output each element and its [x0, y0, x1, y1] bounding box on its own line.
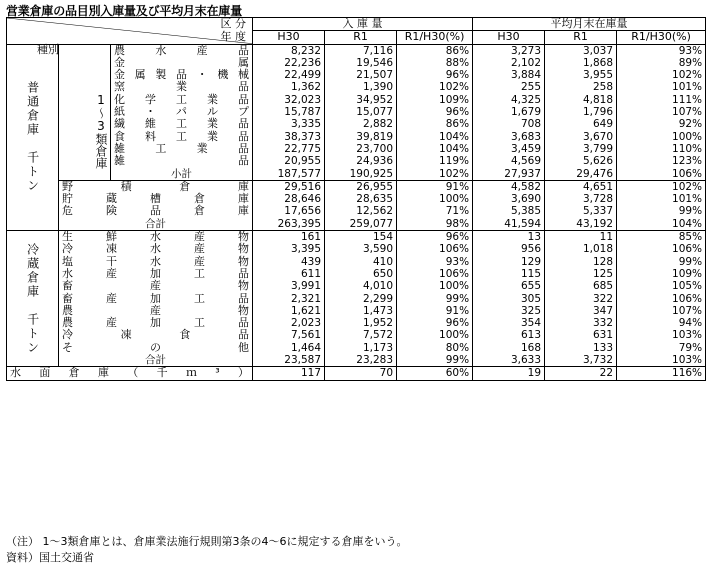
row-label — [111, 155, 253, 167]
value-cell: 26,955 — [325, 180, 397, 193]
value-cell: 86% — [397, 44, 473, 57]
table-row — [7, 280, 706, 292]
value-cell: 98% — [397, 218, 473, 231]
value-cell: 5,626 — [545, 155, 617, 167]
value-cell: 4,818 — [545, 94, 617, 106]
value-cell: 23,283 — [325, 354, 397, 367]
value-cell: 5,385 — [473, 205, 545, 217]
table-row — [7, 69, 706, 81]
table-row — [7, 342, 706, 354]
value-cell: 119% — [397, 155, 473, 167]
value-cell: 2,321 — [253, 293, 325, 305]
table-row — [7, 106, 706, 118]
total-row — [7, 218, 706, 231]
col-header: H30 — [253, 31, 325, 44]
table-row — [7, 94, 706, 106]
value-cell: 93% — [617, 44, 706, 57]
value-cell: 263,395 — [253, 218, 325, 231]
value-cell: 21,507 — [325, 69, 397, 81]
value-cell: 12,562 — [325, 205, 397, 217]
value-cell: 1,952 — [325, 317, 397, 329]
value-cell: 3,728 — [545, 193, 617, 205]
value-cell: 3,670 — [545, 131, 617, 143]
value-cell: 3,335 — [253, 118, 325, 130]
value-cell: 34,952 — [325, 94, 397, 106]
value-cell: 38,373 — [253, 131, 325, 143]
row-label — [111, 168, 253, 181]
row-label-text: 小計 — [171, 167, 192, 180]
table-row — [7, 131, 706, 143]
value-cell: 22,775 — [253, 143, 325, 155]
row-label-text: 食料工業品 — [114, 129, 250, 143]
row-label-text: 冷凍水産物 — [62, 242, 250, 256]
value-cell: 4,325 — [473, 94, 545, 106]
value-cell: 3,683 — [473, 131, 545, 143]
value-cell: 110% — [617, 143, 706, 155]
row-label-text: 水産加工品 — [62, 266, 250, 280]
table-row — [7, 118, 706, 130]
value-cell: 133 — [545, 342, 617, 354]
value-cell: 15,787 — [253, 106, 325, 118]
value-cell: 100% — [397, 329, 473, 341]
table-title: 営業倉庫の品目別入庫量及び平均月末在庫量 — [6, 4, 243, 18]
zaiko-header: 平均月末在庫量 — [473, 18, 706, 31]
value-cell: 103% — [617, 354, 706, 367]
table-row — [7, 155, 706, 167]
value-cell: 650 — [325, 268, 397, 280]
value-cell: 1,362 — [253, 81, 325, 93]
value-cell: 88% — [397, 57, 473, 69]
row-label — [111, 118, 253, 130]
value-cell: 3,732 — [545, 354, 617, 367]
value-cell: 102% — [397, 81, 473, 93]
value-cell: 79% — [617, 342, 706, 354]
value-cell: 1,173 — [325, 342, 397, 354]
row-label-text: 野積倉庫 — [62, 179, 250, 193]
value-cell: 94% — [617, 317, 706, 329]
value-cell: 102% — [617, 180, 706, 193]
value-cell: 96% — [397, 106, 473, 118]
col-header: R1/H30(%) — [397, 31, 473, 44]
value-cell: 106% — [617, 293, 706, 305]
value-cell: 117 — [253, 367, 325, 380]
value-cell: 259,077 — [325, 218, 397, 231]
corner-diagonal — [7, 18, 252, 44]
value-cell: 325 — [473, 305, 545, 317]
value-cell: 187,577 — [253, 168, 325, 181]
group-label-futsu: 普通倉庫 千トン — [7, 44, 59, 230]
footnote: （注） 1〜3類倉庫とは、倉庫業法施行規則第3条の4〜6に規定する倉庫をいう。 — [6, 535, 408, 548]
value-cell: 7,572 — [325, 329, 397, 341]
kubun-label: 区 分 — [220, 17, 247, 30]
row-label-text: 冷凍食品 — [62, 328, 250, 342]
row-label-text: 窯業品 — [114, 80, 250, 94]
value-cell: 258 — [545, 81, 617, 93]
row-label-text: 金属製品・機械 — [114, 68, 250, 82]
value-cell: 19,546 — [325, 57, 397, 69]
value-cell: 631 — [545, 329, 617, 341]
table-row — [7, 293, 706, 305]
value-cell: 3,955 — [545, 69, 617, 81]
value-cell: 123% — [617, 155, 706, 167]
value-cell: 93% — [397, 256, 473, 268]
value-cell: 99% — [397, 293, 473, 305]
value-cell: 71% — [397, 205, 473, 217]
row-label — [59, 218, 253, 231]
value-cell: 128 — [545, 256, 617, 268]
row-label-text: 農水産品 — [114, 43, 250, 57]
value-cell: 29,476 — [545, 168, 617, 181]
value-cell: 154 — [325, 231, 397, 244]
shubetsu-label: 種別 — [37, 43, 59, 56]
row-label — [59, 354, 253, 367]
value-cell: 3,690 — [473, 193, 545, 205]
row-label — [59, 342, 253, 354]
value-cell: 85% — [617, 231, 706, 244]
table-row — [7, 81, 706, 93]
row-label — [59, 329, 253, 341]
value-cell: 305 — [473, 293, 545, 305]
value-cell: 2,882 — [325, 118, 397, 130]
value-cell: 611 — [253, 268, 325, 280]
value-cell: 4,569 — [473, 155, 545, 167]
value-cell: 5,337 — [545, 205, 617, 217]
group-label-reizo: 冷蔵倉庫 千トン — [7, 231, 59, 367]
value-cell: 91% — [397, 180, 473, 193]
value-cell: 80% — [397, 342, 473, 354]
value-cell: 2,299 — [325, 293, 397, 305]
row-label-text: 畜産物 — [62, 279, 250, 293]
row-label-text: 合計 — [145, 354, 166, 367]
value-cell: 1,018 — [545, 243, 617, 255]
value-cell: 107% — [617, 305, 706, 317]
value-cell: 3,884 — [473, 69, 545, 81]
value-cell: 708 — [473, 118, 545, 130]
value-cell: 439 — [253, 256, 325, 268]
value-cell: 168 — [473, 342, 545, 354]
value-cell: 3,991 — [253, 280, 325, 292]
row-label-text: 生鮮水産物 — [62, 230, 250, 244]
table-row — [7, 329, 706, 341]
value-cell: 43,192 — [545, 218, 617, 231]
value-cell: 3,395 — [253, 243, 325, 255]
value-cell: 255 — [473, 81, 545, 93]
value-cell: 116% — [617, 367, 706, 380]
value-cell: 1,796 — [545, 106, 617, 118]
value-cell: 106% — [397, 243, 473, 255]
value-cell: 161 — [253, 231, 325, 244]
value-cell: 13 — [473, 231, 545, 244]
value-cell: 20,955 — [253, 155, 325, 167]
value-cell: 3,799 — [545, 143, 617, 155]
value-cell: 125 — [545, 268, 617, 280]
value-cell: 28,635 — [325, 193, 397, 205]
value-cell: 1,621 — [253, 305, 325, 317]
value-cell: 7,116 — [325, 44, 397, 57]
value-cell: 8,232 — [253, 44, 325, 57]
col-header: R1/H30(%) — [617, 31, 706, 44]
row-label-text: 化学工業品 — [114, 92, 250, 106]
nyuko-header: 入 庫 量 — [253, 18, 473, 31]
col-header: R1 — [545, 31, 617, 44]
value-cell: 99% — [617, 205, 706, 217]
row-label-text: 合計 — [145, 217, 166, 230]
total-row — [7, 354, 706, 367]
warehouse-table — [6, 17, 706, 381]
value-cell: 2,102 — [473, 57, 545, 69]
value-cell: 106% — [397, 268, 473, 280]
value-cell: 3,037 — [545, 44, 617, 57]
value-cell: 23,587 — [253, 354, 325, 367]
value-cell: 23,700 — [325, 143, 397, 155]
row-label — [111, 81, 253, 93]
value-cell: 1,464 — [253, 342, 325, 354]
value-cell: 24,936 — [325, 155, 397, 167]
value-cell: 4,582 — [473, 180, 545, 193]
header-row-1 — [7, 18, 706, 31]
value-cell: 655 — [473, 280, 545, 292]
value-cell: 3,273 — [473, 44, 545, 57]
value-cell: 32,023 — [253, 94, 325, 106]
row-label — [59, 243, 253, 255]
value-cell: 410 — [325, 256, 397, 268]
row-label — [111, 44, 253, 57]
table-body — [7, 44, 706, 380]
value-cell: 190,925 — [325, 168, 397, 181]
value-cell: 347 — [545, 305, 617, 317]
value-cell: 3,633 — [473, 354, 545, 367]
value-cell: 91% — [397, 305, 473, 317]
value-cell: 101% — [617, 81, 706, 93]
value-cell: 60% — [397, 367, 473, 380]
value-cell: 1,473 — [325, 305, 397, 317]
value-cell: 2,023 — [253, 317, 325, 329]
row-label-text: 水面倉庫（千ｍ³） — [10, 366, 250, 380]
value-cell: 106% — [617, 168, 706, 181]
row-label — [59, 280, 253, 292]
row-label-text: 雑品 — [114, 154, 250, 168]
table-row — [7, 143, 706, 155]
value-cell: 102% — [397, 168, 473, 181]
value-cell: 109% — [617, 268, 706, 280]
value-cell: 15,077 — [325, 106, 397, 118]
value-cell: 104% — [617, 218, 706, 231]
value-cell: 41,594 — [473, 218, 545, 231]
value-cell: 105% — [617, 280, 706, 292]
value-cell: 70 — [325, 367, 397, 380]
value-cell: 115 — [473, 268, 545, 280]
value-cell: 99% — [617, 256, 706, 268]
value-cell: 613 — [473, 329, 545, 341]
value-cell: 96% — [397, 69, 473, 81]
row-label-text: 繊維工業品 — [114, 117, 250, 131]
value-cell: 17,656 — [253, 205, 325, 217]
value-cell: 106% — [617, 243, 706, 255]
value-cell: 107% — [617, 106, 706, 118]
value-cell: 102% — [617, 69, 706, 81]
value-cell: 129 — [473, 256, 545, 268]
suimen-row — [7, 367, 706, 380]
value-cell: 4,010 — [325, 280, 397, 292]
value-cell: 22,236 — [253, 57, 325, 69]
value-cell: 685 — [545, 280, 617, 292]
value-cell: 29,516 — [253, 180, 325, 193]
value-cell: 4,651 — [545, 180, 617, 193]
row-label-text: 農産加工品 — [62, 316, 250, 330]
value-cell: 7,561 — [253, 329, 325, 341]
value-cell: 649 — [545, 118, 617, 130]
row-label-text: 雑工業品 — [114, 141, 250, 155]
row-label-text: 塩干水産物 — [62, 254, 250, 268]
value-cell: 100% — [397, 280, 473, 292]
row-label-text: 畜産加工品 — [62, 291, 250, 305]
source-note: 資料）国土交通省 — [6, 551, 94, 564]
row-label-text: 紙・パルプ — [114, 105, 250, 119]
value-cell: 322 — [545, 293, 617, 305]
value-cell: 96% — [397, 317, 473, 329]
table-row — [7, 57, 706, 69]
value-cell: 354 — [473, 317, 545, 329]
row-label — [59, 205, 253, 217]
value-cell: 22,499 — [253, 69, 325, 81]
value-cell: 100% — [617, 131, 706, 143]
value-cell: 111% — [617, 94, 706, 106]
col-header: R1 — [325, 31, 397, 44]
value-cell: 1,679 — [473, 106, 545, 118]
value-cell: 101% — [617, 193, 706, 205]
row-label-text: その他 — [62, 340, 250, 354]
value-cell: 39,819 — [325, 131, 397, 143]
value-cell: 89% — [617, 57, 706, 69]
row-label — [7, 367, 253, 380]
row-label-text: 金属 — [114, 55, 250, 69]
row-label-text: 貯蔵槽倉庫 — [62, 192, 250, 206]
table-row — [7, 205, 706, 217]
value-cell: 100% — [397, 193, 473, 205]
row-label — [59, 293, 253, 305]
value-cell: 22 — [545, 367, 617, 380]
group-label-sub13: 1〜3類倉庫 — [59, 44, 111, 180]
value-cell: 96% — [397, 231, 473, 244]
value-cell: 109% — [397, 94, 473, 106]
value-cell: 11 — [545, 231, 617, 244]
value-cell: 3,590 — [325, 243, 397, 255]
subtotal-row — [7, 168, 706, 181]
value-cell: 86% — [397, 118, 473, 130]
value-cell: 1,868 — [545, 57, 617, 69]
nendo-label: 年 度 — [220, 30, 247, 43]
value-cell: 956 — [473, 243, 545, 255]
row-label-text: 危険品倉庫 — [62, 204, 250, 218]
value-cell: 3,459 — [473, 143, 545, 155]
value-cell: 27,937 — [473, 168, 545, 181]
value-cell: 103% — [617, 329, 706, 341]
table-row — [7, 243, 706, 255]
value-cell: 1,390 — [325, 81, 397, 93]
value-cell: 92% — [617, 118, 706, 130]
value-cell: 28,646 — [253, 193, 325, 205]
value-cell: 104% — [397, 143, 473, 155]
value-cell: 99% — [397, 354, 473, 367]
col-header: H30 — [473, 31, 545, 44]
value-cell: 19 — [473, 367, 545, 380]
table-row — [7, 44, 706, 57]
value-cell: 104% — [397, 131, 473, 143]
value-cell: 332 — [545, 317, 617, 329]
row-label-text: 農産物 — [62, 303, 250, 317]
